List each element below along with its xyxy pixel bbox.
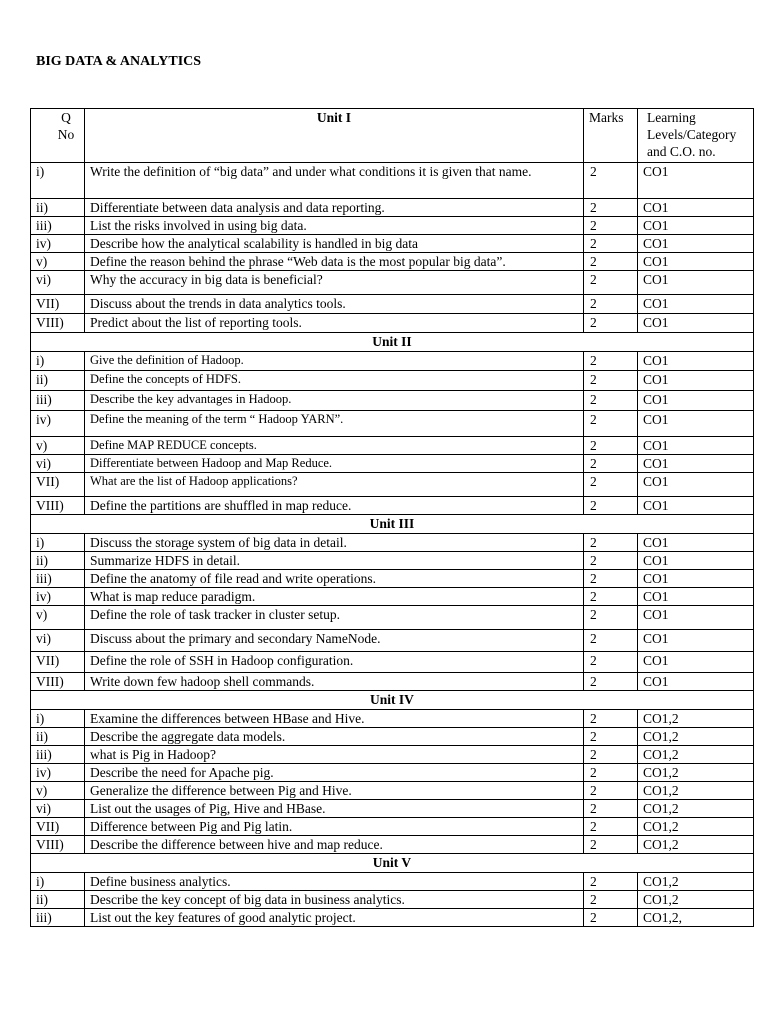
question-marks: 2 [584,710,638,728]
question-text: Define business analytics. [85,873,584,891]
question-marks: 2 [584,588,638,606]
question-marks: 2 [584,437,638,455]
question-number: vi) [31,455,85,473]
question-text: Differentiate between Hadoop and Map Reduce. [85,455,584,473]
unit-heading-row [31,691,754,710]
question-number: ii) [31,199,85,217]
question-number: VIII) [31,673,85,691]
question-co: CO1 [638,552,754,570]
question-co: CO1,2 [638,818,754,836]
question-text: What are the list of Hadoop applications? [85,473,584,497]
table-header-row [31,109,754,163]
question-row [31,411,754,437]
question-number: iii) [31,570,85,588]
question-row [31,818,754,836]
question-table [30,108,754,927]
question-marks: 2 [584,746,638,764]
question-row [31,391,754,411]
question-number: iv) [31,411,85,437]
question-row [31,199,754,217]
question-marks: 2 [584,163,638,199]
question-co: CO1 [638,473,754,497]
question-row [31,588,754,606]
question-row [31,253,754,271]
question-row [31,909,754,927]
question-text: Describe the key concept of big data in business analytics. [85,891,584,909]
question-marks: 2 [584,391,638,411]
question-row [31,873,754,891]
question-number: VII) [31,473,85,497]
unit-heading-row [31,854,754,873]
question-co: CO1 [638,217,754,235]
question-row [31,800,754,818]
question-row [31,437,754,455]
question-row [31,534,754,552]
question-row [31,728,754,746]
question-marks: 2 [584,818,638,836]
question-row [31,836,754,854]
question-co: CO1 [638,673,754,691]
question-marks: 2 [584,411,638,437]
question-text: Define the role of SSH in Hadoop configuration. [85,652,584,673]
question-number: VIII) [31,836,85,854]
question-marks: 2 [584,217,638,235]
question-co: CO1,2 [638,836,754,854]
question-marks: 2 [584,673,638,691]
question-text: Describe the need for Apache pig. [85,764,584,782]
question-co: CO1 [638,534,754,552]
question-marks: 2 [584,199,638,217]
question-row [31,271,754,295]
question-marks: 2 [584,728,638,746]
question-text: Predict about the list of reporting tools. [85,314,584,333]
question-row [31,630,754,652]
question-row [31,652,754,673]
question-co: CO1,2 [638,891,754,909]
question-text: List the risks involved in using big data. [85,217,584,235]
question-number: iii) [31,909,85,927]
question-co: CO1 [638,437,754,455]
question-row [31,371,754,391]
question-text: What is map reduce paradigm. [85,588,584,606]
question-co: CO1 [638,163,754,199]
question-row [31,570,754,588]
question-number: i) [31,873,85,891]
question-co: CO1 [638,371,754,391]
question-text: Describe how the analytical scalability is handled in big data [85,235,584,253]
question-co: CO1 [638,455,754,473]
unit-heading: Unit V [31,854,754,873]
question-number: i) [31,534,85,552]
question-number: VII) [31,295,85,314]
question-text: Summarize HDFS in detail. [85,552,584,570]
question-marks: 2 [584,295,638,314]
levels-header: Learning Levels/Category and C.O. no. [638,109,754,163]
question-marks: 2 [584,764,638,782]
question-row [31,314,754,333]
question-co: CO1,2 [638,782,754,800]
question-co: CO1 [638,497,754,515]
question-row [31,217,754,235]
question-text: Discuss about the primary and secondary NameNode. [85,630,584,652]
question-co: CO1,2 [638,800,754,818]
question-text: Define MAP REDUCE concepts. [85,437,584,455]
question-marks: 2 [584,836,638,854]
question-co: CO1,2 [638,710,754,728]
question-co: CO1 [638,606,754,630]
question-marks: 2 [584,253,638,271]
question-number: iv) [31,235,85,253]
question-number: vi) [31,630,85,652]
document-title: BIG DATA & ANALYTICS [36,54,202,69]
question-text: Why the accuracy in big data is beneficial? [85,271,584,295]
question-row [31,710,754,728]
question-marks: 2 [584,497,638,515]
question-number: ii) [31,552,85,570]
question-text: Write the definition of “big data” and under what conditions it is given that name. [85,163,584,199]
question-number: iii) [31,391,85,411]
unit-heading: Unit II [31,333,754,352]
unit-header-cell: Unit I [85,109,584,163]
question-marks: 2 [584,909,638,927]
question-co: CO1,2 [638,728,754,746]
question-number: v) [31,606,85,630]
question-text: Write down few hadoop shell commands. [85,673,584,691]
question-row [31,782,754,800]
question-marks: 2 [584,630,638,652]
question-text: List out the key features of good analytic project. [85,909,584,927]
question-marks: 2 [584,235,638,253]
question-text: Difference between Pig and Pig latin. [85,818,584,836]
question-text: Define the partitions are shuffled in map reduce. [85,497,584,515]
unit-heading-row [31,515,754,534]
question-number: VII) [31,652,85,673]
question-row [31,746,754,764]
question-number: ii) [31,891,85,909]
question-number: i) [31,163,85,199]
question-co: CO1 [638,253,754,271]
marks-header: Marks [584,109,638,163]
question-marks: 2 [584,271,638,295]
question-co: CO1,2 [638,873,754,891]
question-number: VIII) [31,314,85,333]
question-text: Describe the difference between hive and map reduce. [85,836,584,854]
question-number: VIII) [31,497,85,515]
question-text: List out the usages of Pig, Hive and HBase. [85,800,584,818]
question-number: vi) [31,800,85,818]
question-co: CO1 [638,588,754,606]
question-row [31,764,754,782]
question-marks: 2 [584,873,638,891]
question-marks: 2 [584,800,638,818]
question-co: CO1,2, [638,909,754,927]
question-marks: 2 [584,552,638,570]
question-number: iii) [31,217,85,235]
question-row [31,455,754,473]
question-number: VII) [31,818,85,836]
unit-heading-row [31,333,754,352]
question-row [31,606,754,630]
question-row [31,891,754,909]
question-marks: 2 [584,534,638,552]
question-text: Define the concepts of HDFS. [85,371,584,391]
question-marks: 2 [584,473,638,497]
question-row [31,235,754,253]
question-marks: 2 [584,891,638,909]
question-text: what is Pig in Hadoop? [85,746,584,764]
question-co: CO1,2 [638,746,754,764]
question-number: ii) [31,371,85,391]
question-co: CO1 [638,235,754,253]
question-marks: 2 [584,606,638,630]
question-row [31,295,754,314]
question-number: v) [31,782,85,800]
question-number: iv) [31,588,85,606]
question-co: CO1 [638,391,754,411]
qno-header: Q No [31,109,85,163]
question-row [31,473,754,497]
question-row [31,163,754,199]
question-number: i) [31,710,85,728]
question-co: CO1 [638,652,754,673]
question-marks: 2 [584,352,638,371]
question-row [31,552,754,570]
question-co: CO1 [638,352,754,371]
question-number: ii) [31,728,85,746]
question-text: Discuss the storage system of big data in detail. [85,534,584,552]
question-marks: 2 [584,455,638,473]
question-number: iv) [31,764,85,782]
question-text: Differentiate between data analysis and data reporting. [85,199,584,217]
question-text: Define the reason behind the phrase “Web data is the most popular big data”. [85,253,584,271]
question-number: i) [31,352,85,371]
question-text: Define the meaning of the term “ Hadoop YARN”. [85,411,584,437]
question-text: Discuss about the trends in data analytics tools. [85,295,584,314]
question-co: CO1 [638,199,754,217]
question-co: CO1 [638,570,754,588]
question-text: Examine the differences between HBase and Hive. [85,710,584,728]
question-co: CO1,2 [638,764,754,782]
question-row [31,673,754,691]
question-row [31,352,754,371]
question-co: CO1 [638,630,754,652]
question-co: CO1 [638,411,754,437]
question-number: iii) [31,746,85,764]
unit-heading: Unit III [31,515,754,534]
question-marks: 2 [584,652,638,673]
question-co: CO1 [638,295,754,314]
question-text: Describe the key advantages in Hadoop. [85,391,584,411]
question-co: CO1 [638,314,754,333]
question-number: vi) [31,271,85,295]
question-marks: 2 [584,782,638,800]
unit-heading: Unit IV [31,691,754,710]
question-text: Generalize the difference between Pig and Hive. [85,782,584,800]
question-text: Describe the aggregate data models. [85,728,584,746]
question-co: CO1 [638,271,754,295]
question-marks: 2 [584,570,638,588]
question-text: Give the definition of Hadoop. [85,352,584,371]
question-number: v) [31,437,85,455]
question-text: Define the anatomy of file read and write operations. [85,570,584,588]
question-marks: 2 [584,314,638,333]
question-marks: 2 [584,371,638,391]
question-number: v) [31,253,85,271]
question-row [31,497,754,515]
question-text: Define the role of task tracker in cluster setup. [85,606,584,630]
